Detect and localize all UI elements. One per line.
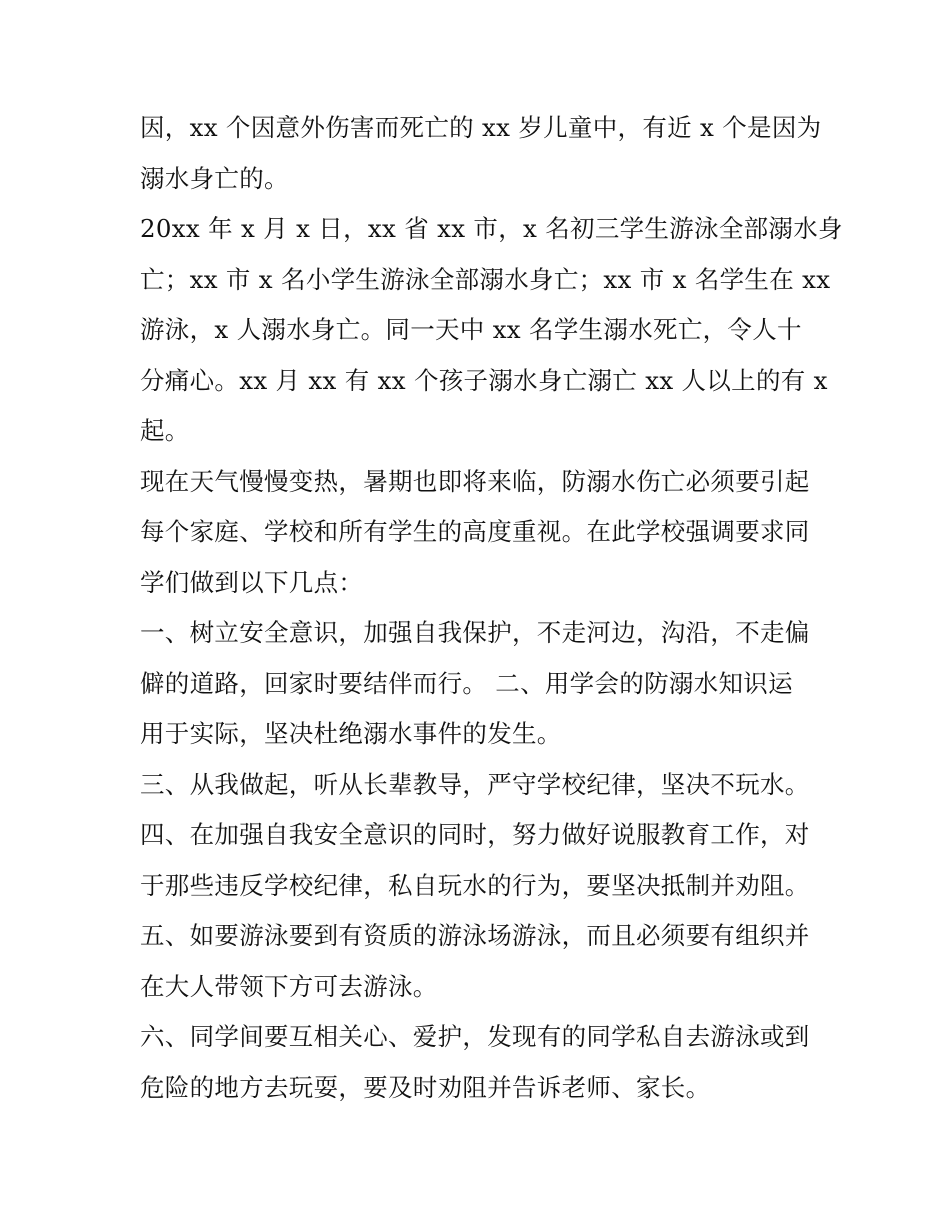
text-line: 20xx 年 x 月 x 日，xx 省 xx 市，x 名初三学生游泳全部溺水身 [140, 214, 843, 243]
text-line: 亡；xx 市 x 名小学生游泳全部溺水身亡；xx 市 x 名学生在 xx [140, 264, 831, 294]
text-line: 现在天气慢慢变热，暑期也即将来临，防溺水伤亡必须要引起 [140, 466, 810, 496]
text-line: 每个家庭、学校和所有学生的高度重视。在此学校强调要求同 [140, 517, 810, 546]
text-line: 起。 [140, 416, 190, 445]
text-line: 一、树立安全意识，加强自我保护，不走河边，沟沿，不走偏 [140, 618, 810, 647]
text-line: 因，xx 个因意外伤害而死亡的 xx 岁儿童中，有近 x 个是因为 [140, 113, 822, 142]
text-line: 三、从我做起，听从长辈教导，严守学校纪律，坚决不玩水。 [140, 769, 810, 799]
text-line: 五、如要游泳要到有资质的游泳场游泳，而且必须要有组织并 [140, 921, 810, 950]
text-line: 危险的地方去玩耍，要及时劝阻并告诉老师、家长。 [140, 1072, 711, 1102]
text-line: 六、同学间要互相关心、爱护，发现有的同学私自去游泳或到 [140, 1022, 810, 1051]
text-line: 用于实际，坚决杜绝溺水事件的发生。 [140, 719, 562, 748]
text-line: 于那些违反学校纪律，私自玩水的行为，要坚决抵制并劝阻。 [140, 870, 810, 900]
text-line: 僻的道路，回家时要结伴而行。 二、用学会的防溺水知识运 [140, 668, 793, 698]
text-line: 游泳，x 人溺水身亡。同一天中 xx 名学生溺水死亡，令人十 [140, 315, 802, 344]
text-line: 在大人带领下方可去游泳。 [140, 971, 438, 1001]
text-line: 四、在加强自我安全意识的同时，努力做好说服教育工作，对 [140, 820, 810, 849]
text-line: 分痛心。xx 月 xx 有 xx 个孩子溺水身亡溺亡 xx 人以上的有 x [140, 365, 828, 395]
document-body [140, 103, 843, 1113]
text-line: 学们做到以下几点： [140, 567, 364, 597]
text-line: 溺水身亡的。 [140, 163, 289, 193]
